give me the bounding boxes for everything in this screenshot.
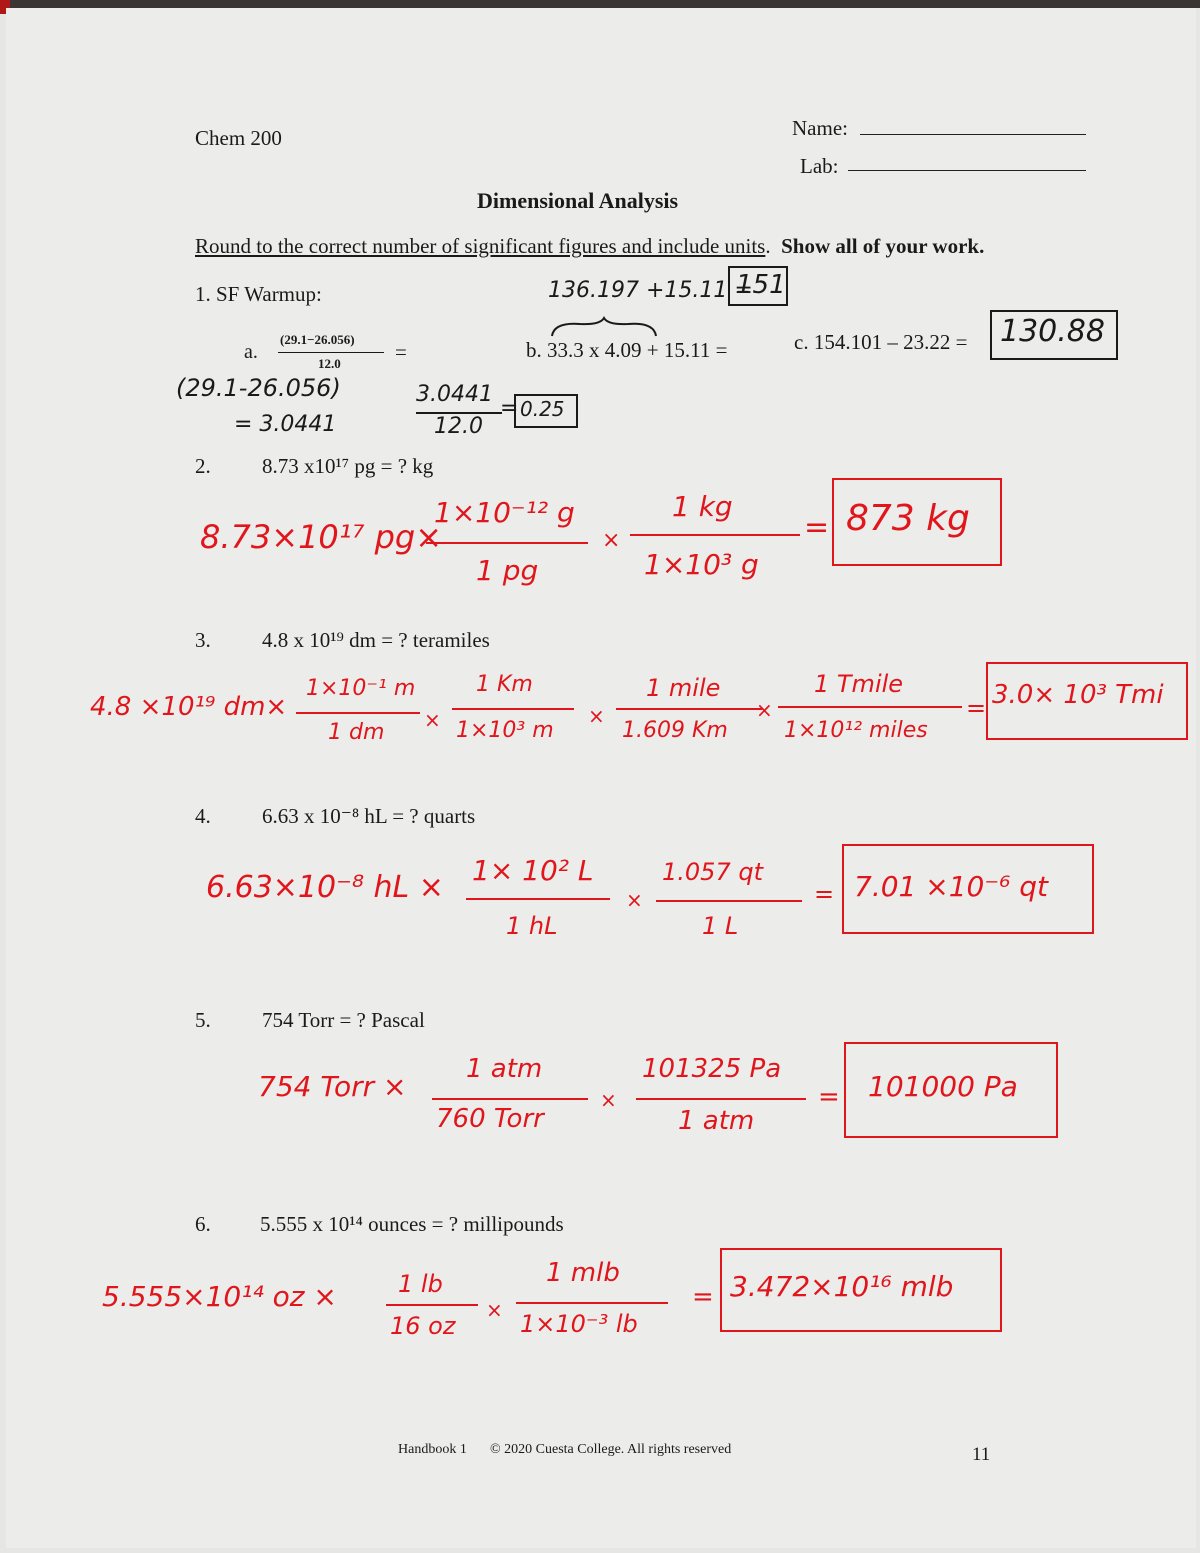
problem5-times: × (600, 1088, 617, 1112)
problem2-equals: = (804, 510, 830, 545)
problem3-equals: = (966, 694, 987, 722)
problem5-f1-numerator: 1 atm (466, 1054, 543, 1084)
problem3-start: 4.8 ×10¹⁹ dm× (90, 692, 288, 722)
problem4-answer: 7.01 ×10⁻⁶ qt (854, 870, 1048, 903)
scan-top-edge (0, 0, 1200, 8)
problem2-f1-denominator: 1 pg (476, 554, 539, 587)
problem3-times-1: × (424, 708, 441, 732)
problem1a-work-denominator: 12.0 (434, 414, 483, 439)
problem1b-expression: b. 33.3 x 4.09 + 15.11 = (526, 338, 728, 362)
problem5-start: 754 Torr × (258, 1070, 407, 1103)
problem1-label: 1. SF Warmup: (195, 282, 322, 306)
problem4-f2-bar (656, 900, 802, 902)
problem6-f2-bar (516, 1302, 668, 1304)
problem1a-equals: = (395, 340, 407, 364)
problem3-question: 4.8 x 10¹⁹ dm = ? teramiles (262, 628, 490, 652)
problem4-f1-denominator: 1 hL (506, 912, 558, 940)
problem2-start: 8.73×10¹⁷ pg× (200, 518, 443, 556)
problem1a-numerator: (29.1−26.056) (280, 332, 355, 347)
problem3-f3-bar (616, 708, 762, 710)
problem6-question: 5.555 x 10¹⁴ ounces = ? millipounds (260, 1212, 564, 1236)
problem1a-fraction-bar (278, 352, 384, 353)
problem4-f1-numerator: 1× 10² L (472, 854, 594, 887)
problem6-f1-denominator: 16 oz (390, 1312, 456, 1340)
course-label: Chem 200 (195, 126, 282, 150)
problem6-f2-numerator: 1 mlb (546, 1258, 620, 1288)
problem3-times-3: × (756, 698, 773, 722)
instructions: Round to the correct number of significant figures and include units. Show all of your work. (195, 234, 985, 258)
problem3-f4-bar (778, 706, 962, 708)
problem2-f2-denominator: 1×10³ g (644, 548, 759, 581)
footer-copyright: © 2020 Cuesta College. All rights reserved (490, 1442, 732, 1457)
problem5-number: 5. (195, 1008, 211, 1032)
problem4-f2-denominator: 1 L (702, 912, 739, 940)
problem3-f3-numerator: 1 mile (646, 674, 721, 702)
problem5-answer: 101000 Pa (868, 1070, 1018, 1103)
problem4-times: × (626, 888, 643, 912)
problem1a-denominator: 12.0 (318, 356, 341, 371)
problem3-f4-denominator: 1×10¹² miles (784, 718, 928, 743)
problem1b-work: 136.197 +15.11 = (548, 278, 753, 303)
problem2-times: × (602, 528, 621, 553)
problem3-f2-numerator: 1 Km (476, 672, 533, 697)
problem4-equals: = (814, 880, 835, 908)
problem3-answer: 3.0× 10³ Tmi (992, 680, 1164, 710)
problem3-f1-denominator: 1 dm (328, 720, 385, 745)
problem4-start: 6.63×10⁻⁸ hL × (206, 870, 444, 905)
problem3-f2-bar (452, 708, 574, 710)
problem3-times-2: × (588, 704, 605, 728)
problem5-f2-bar (636, 1098, 806, 1100)
problem1a-work-numerator: 3.0441 (416, 382, 493, 407)
problem3-f4-numerator: 1 Tmile (814, 670, 904, 698)
instructions-bold: Show all of your work. (781, 234, 985, 258)
page-number: 11 (972, 1444, 991, 1465)
problem6-f1-bar (386, 1304, 478, 1306)
footer-handbook: Handbook 1 (398, 1442, 467, 1457)
problem1a-work-equals: = (500, 396, 519, 421)
worksheet-page (6, 8, 1196, 1548)
problem6-times: × (486, 1298, 503, 1322)
problem2-number: 2. (195, 454, 211, 478)
problem2-question: 8.73 x10¹⁷ pg = ? kg (262, 454, 434, 478)
problem1a-work-line2: = 3.0441 (234, 412, 337, 437)
problem3-f3-denominator: 1.609 Km (622, 718, 728, 743)
problem1a-answer: 0.25 (520, 397, 565, 421)
problem6-equals: = (692, 1282, 714, 1312)
problem2-f2-numerator: 1 kg (672, 490, 733, 523)
problem2-f1-numerator: 1×10⁻¹² g (434, 496, 575, 529)
problem3-f1-numerator: 1×10⁻¹ m (306, 676, 416, 701)
problem1a-work-line1: (29.1-26.056) (176, 374, 341, 402)
problem5-f1-denominator: 760 Torr (436, 1104, 544, 1134)
problem1a-label: a. (244, 341, 258, 363)
name-line (860, 134, 1086, 135)
problem6-f1-numerator: 1 lb (398, 1270, 443, 1298)
problem1c-answer: 130.88 (1000, 314, 1105, 349)
problem4-f2-numerator: 1.057 qt (662, 858, 763, 886)
problem3-f2-denominator: 1×10³ m (456, 718, 554, 743)
page-title: Dimensional Analysis (477, 188, 679, 213)
problem4-number: 4. (195, 804, 211, 828)
problem5-f2-denominator: 1 atm (678, 1106, 755, 1136)
instructions-underlined: Round to the correct number of significant figures and include units (195, 234, 766, 258)
problem5-f2-numerator: 101325 Pa (642, 1054, 782, 1084)
problem5-question: 754 Torr = ? Pascal (262, 1008, 425, 1032)
problem4-f1-bar (466, 898, 610, 900)
problem6-start: 5.555×10¹⁴ oz × (102, 1280, 337, 1313)
problem1b-answer: 151 (736, 270, 786, 300)
lab-line (848, 170, 1086, 171)
problem6-answer: 3.472×10¹⁶ mlb (730, 1270, 954, 1303)
lab-label: Lab: (800, 154, 839, 178)
problem6-number: 6. (195, 1212, 211, 1236)
problem5-f1-bar (432, 1098, 588, 1100)
problem3-f1-bar (296, 712, 420, 714)
problem1c-expression: c. 154.101 – 23.22 = (794, 330, 968, 354)
problem5-equals: = (818, 1082, 840, 1112)
problem2-f2-bar (630, 534, 800, 536)
problem6-f2-denominator: 1×10⁻³ lb (520, 1310, 638, 1338)
problem2-f1-bar (426, 542, 588, 544)
problem4-question: 6.63 x 10⁻⁸ hL = ? quarts (262, 804, 476, 828)
problem2-answer: 873 kg (846, 498, 970, 539)
problem3-number: 3. (195, 628, 211, 652)
problem1b-brace (550, 316, 658, 338)
name-label: Name: (792, 116, 848, 140)
